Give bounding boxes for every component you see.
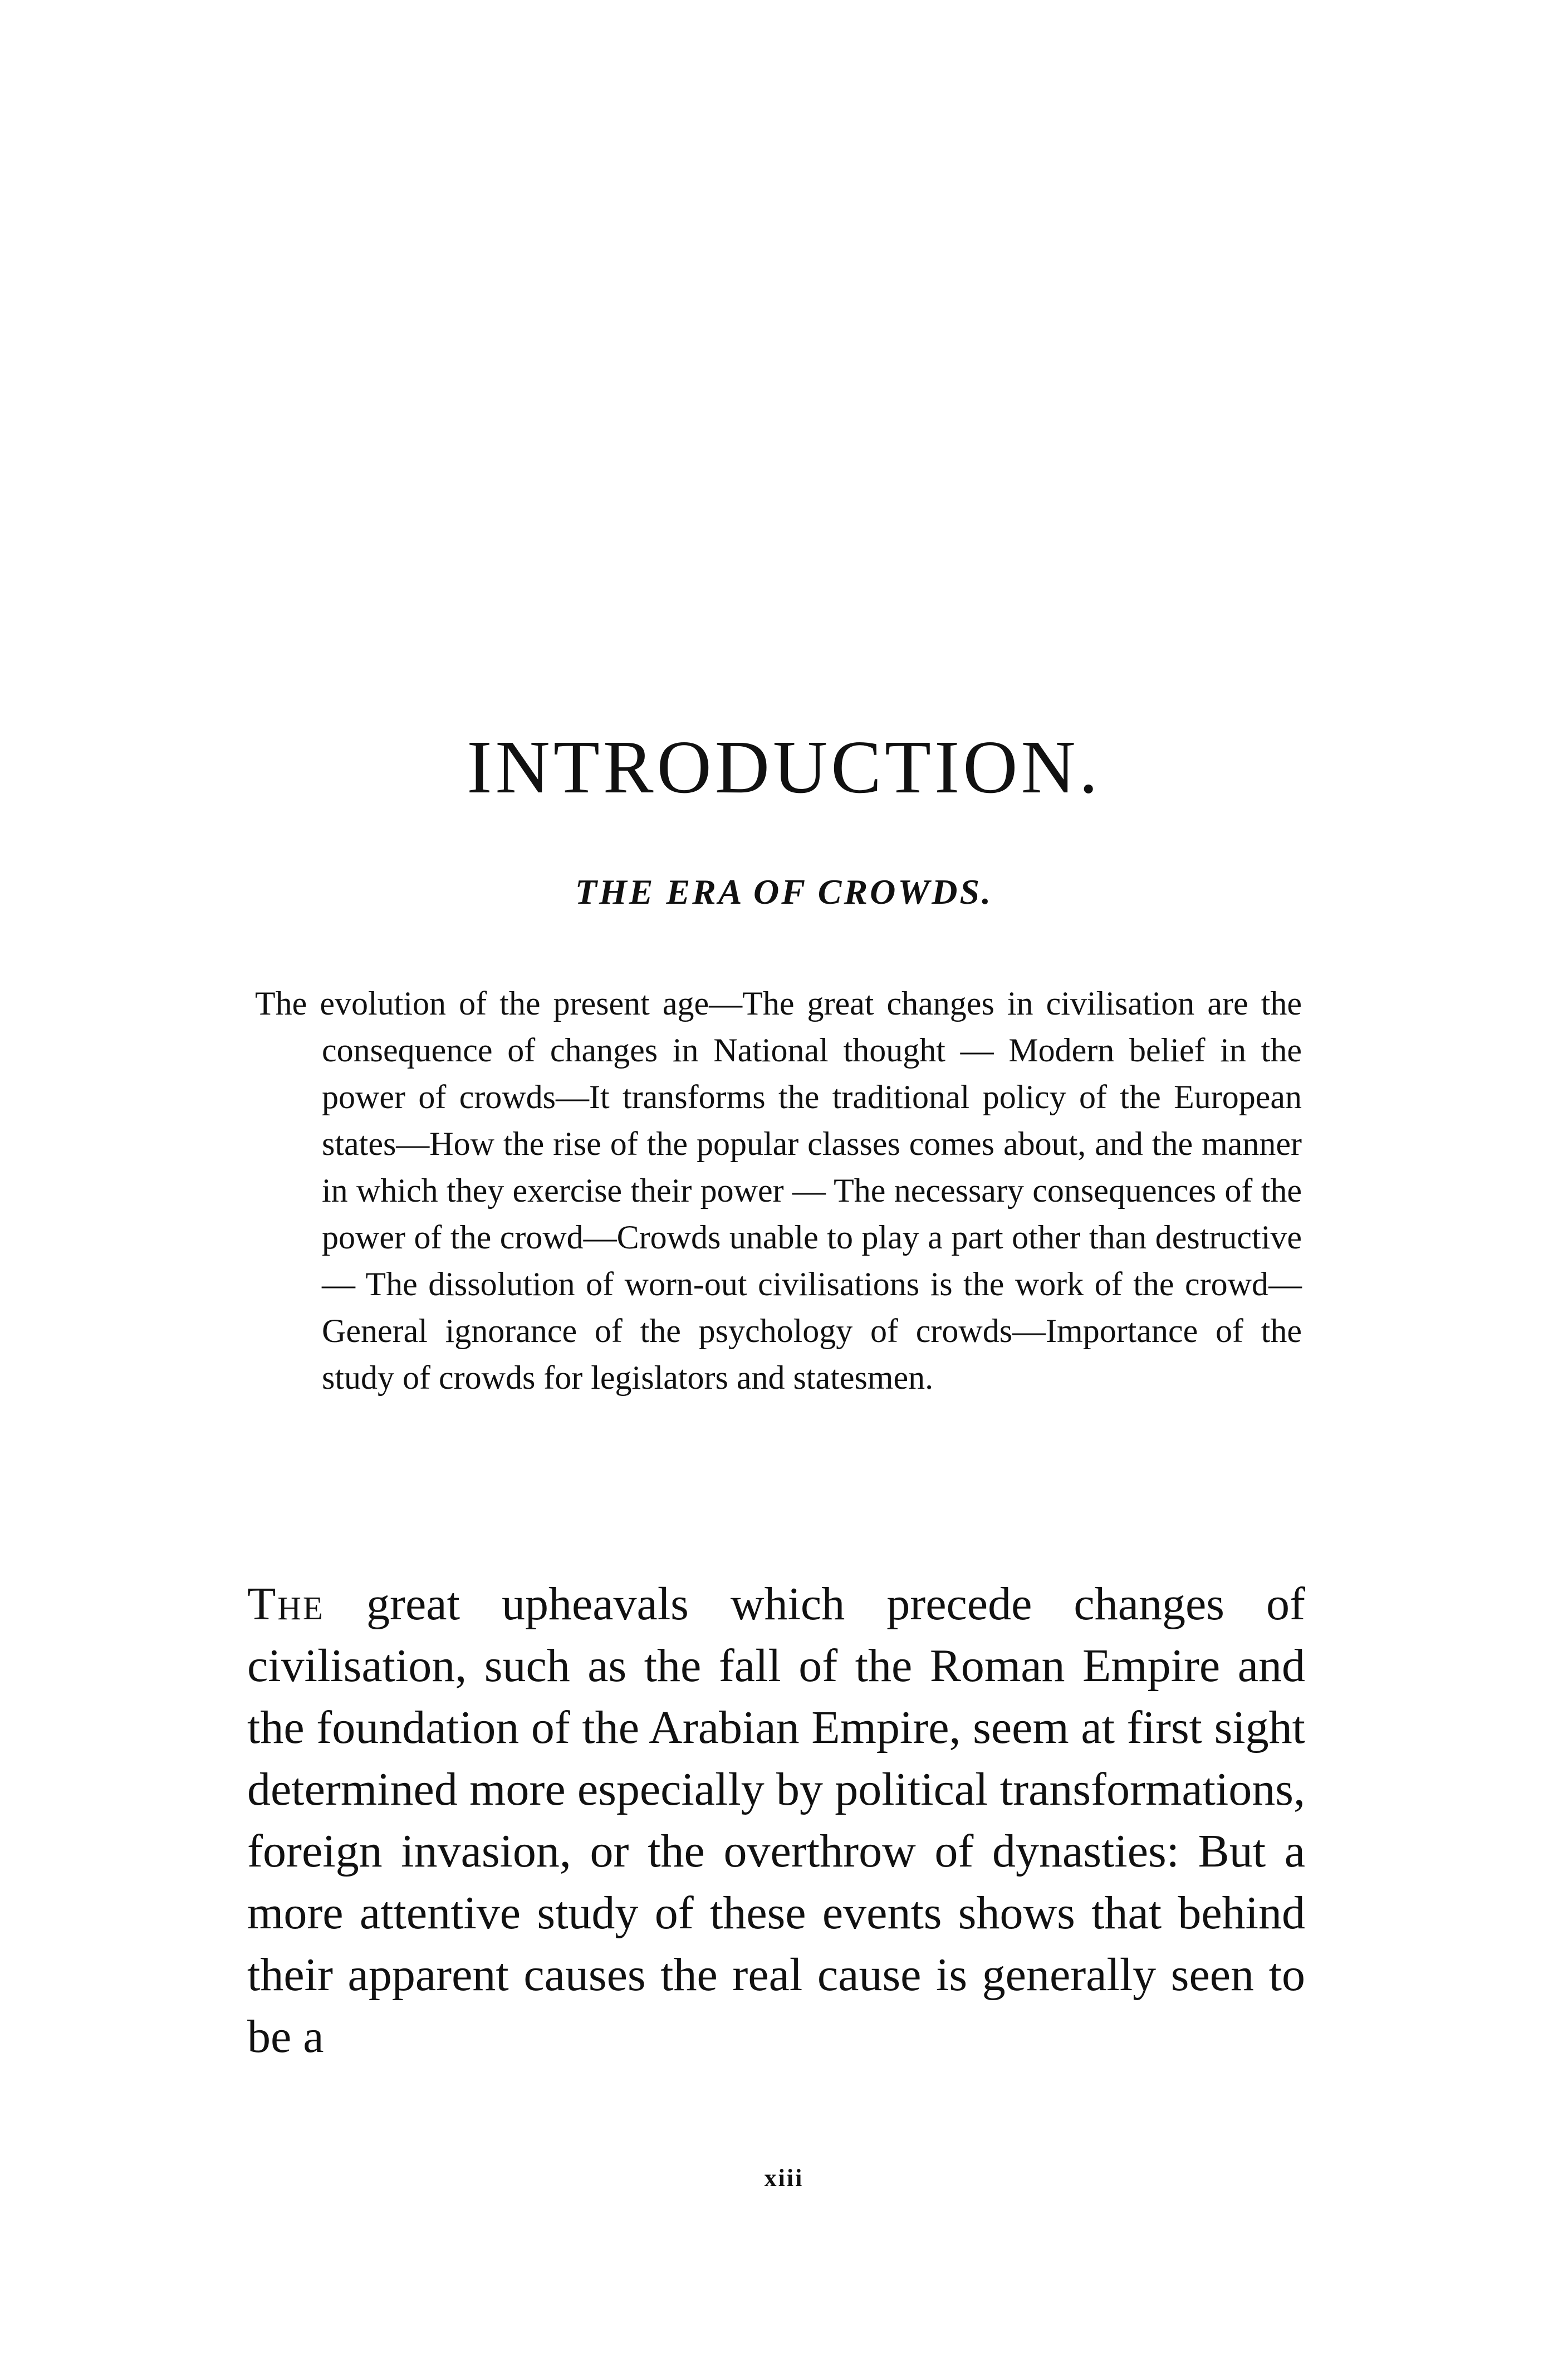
body-paragraph-text: great upheavals which precede changes of civilisation, such as the fall of the Roman Empire and the foundation of the Arabian Empire, seem at first sight determined more especially by political transformations, foreign invasion, or the overthrow of dynasties: But a more attentive study of these events shows that behind their apparent causes the real cause is generally seen to be a [247, 1578, 1305, 2063]
chapter-title: INTRODUCTION. [467, 726, 1101, 809]
body-lead-word: The [247, 1578, 325, 1630]
chapter-summary: The evolution of the present age—The great changes in civilisation are the consequence of changes in National thought — Modern belief in the power of crowds—It transforms the traditional policy of the European states—How the rise of the popular classes comes about, and the manner in which they exercise their power — The necessary consequences of the power of the crowd—Crowds unable to play a part other than destructive — The dissolution of worn-out civilisations is the work of the crowd—General ignorance of the psychology of crowds—Importance of the study of crowds for legislators and statesmen. [255, 985, 1302, 1396]
chapter-subtitle: THE ERA OF CROWDS. [575, 872, 993, 912]
page-number: xiii [764, 2164, 804, 2192]
body-paragraph [247, 1573, 1305, 2068]
